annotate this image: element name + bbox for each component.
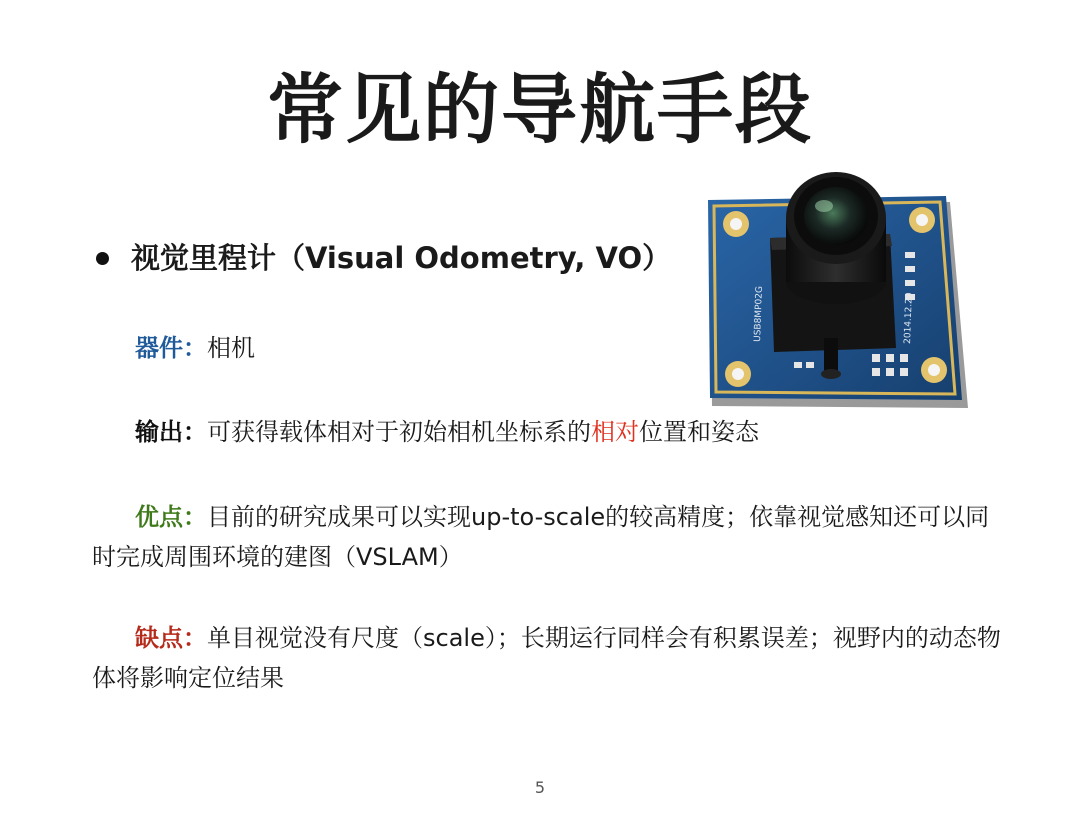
board-text-1: USB8MP02G	[753, 285, 765, 343]
device-label: 器件：	[135, 334, 207, 362]
board-text-2: 2014.12.20	[903, 292, 915, 345]
pros-paragraph	[92, 497, 1002, 577]
bullet-heading: 视觉里程计（Visual Odometry, VO）	[131, 241, 672, 275]
bullet-dot	[96, 252, 109, 265]
camera-module-illustration	[700, 162, 972, 412]
output-paragraph	[135, 412, 759, 452]
lens-glass	[804, 187, 868, 245]
output-text-highlight: 相对	[591, 418, 639, 446]
pros-text: 目前的研究成果可以实现up-to-scale的较高精度；依靠视觉感知还可以同时完成周围环境的建图（VSLAM）	[92, 503, 990, 571]
bullet-heading-row	[96, 238, 671, 278]
cons-text: 单目视觉没有尺度（scale）；长期运行同样会有积累误差；视野内的动态物体将影响定位结果	[92, 624, 1001, 692]
slide-title: 常见的导航手段	[267, 65, 813, 154]
pros-label: 优点：	[135, 503, 207, 531]
page-number: 5	[534, 778, 546, 797]
output-text-after: 位置和姿态	[639, 418, 759, 446]
device-text: 相机	[207, 334, 255, 362]
device-paragraph	[135, 328, 255, 368]
camera-module-image	[700, 162, 972, 412]
cons-label: 缺点：	[135, 624, 207, 652]
output-label: 输出：	[135, 418, 207, 446]
output-text-before: 可获得载体相对于初始相机坐标系的	[207, 418, 591, 446]
cons-paragraph	[92, 618, 1002, 698]
